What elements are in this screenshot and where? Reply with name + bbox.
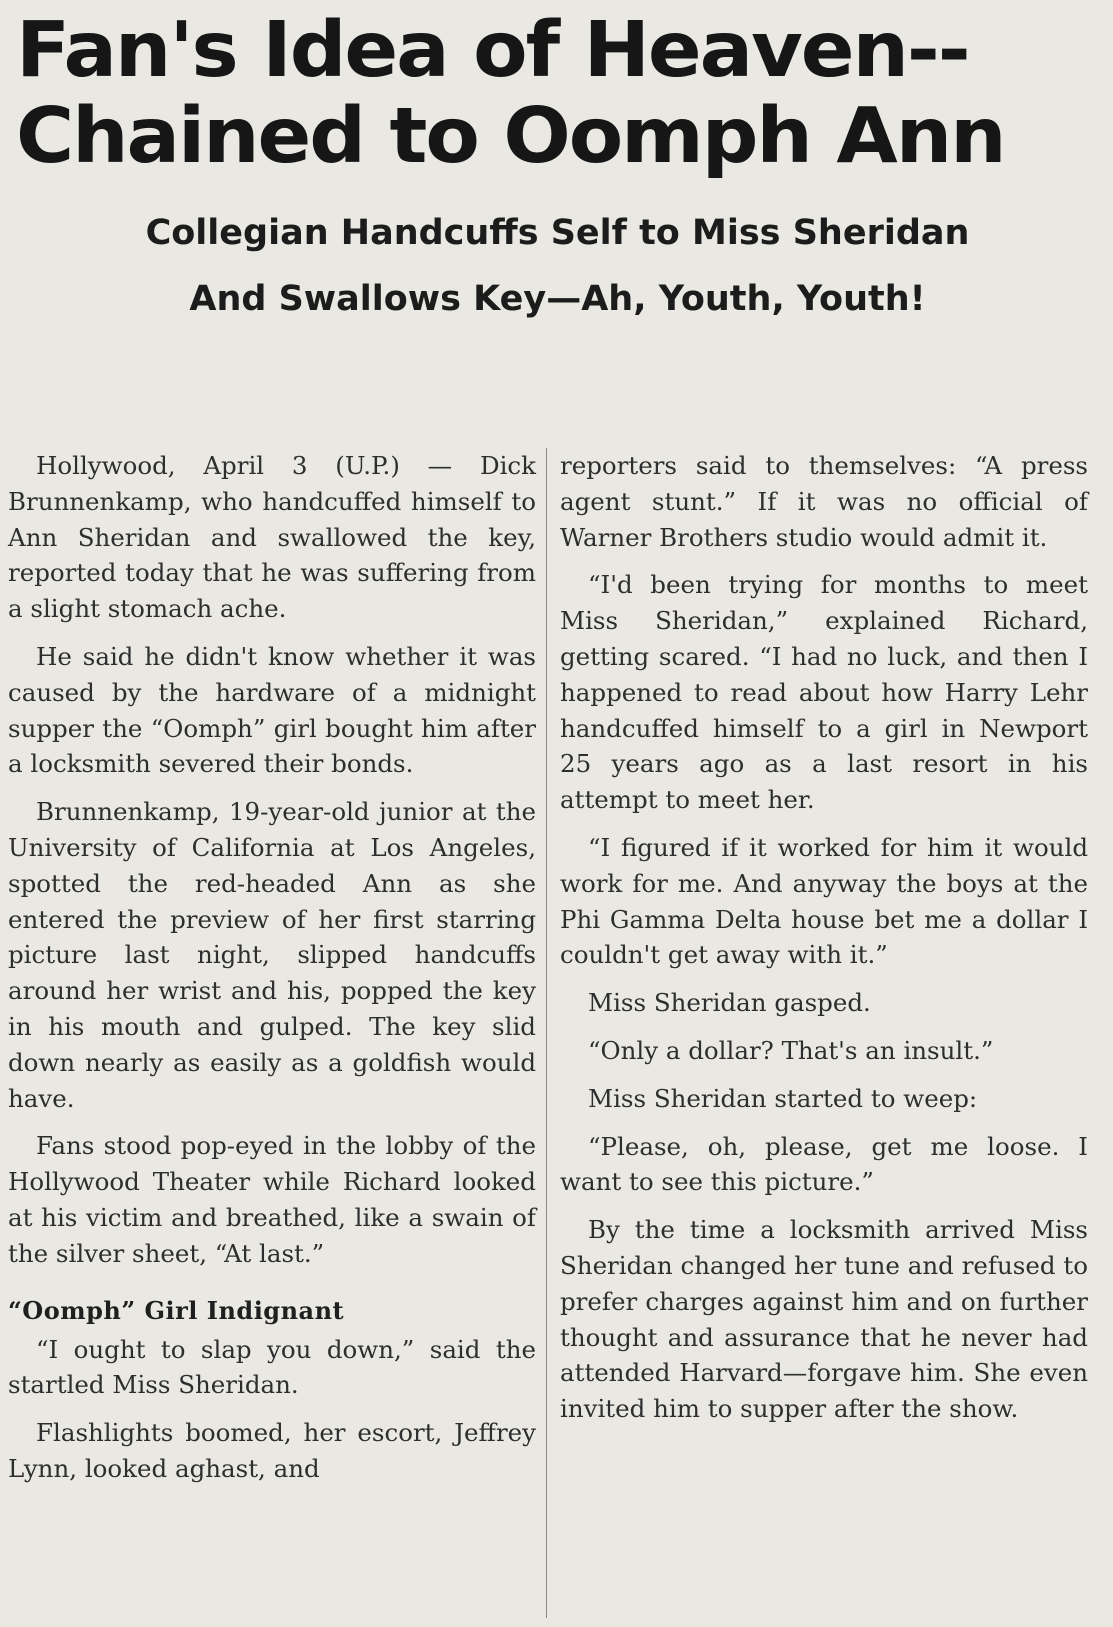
subheadline-line-2: And Swallows Key—Ah, Youth, Youth! [189, 279, 926, 319]
headline-line-2: Chained to Oomph Ann [16, 92, 1005, 181]
subheadline-line-1: Collegian Handcuffs Self to Miss Sheridan [145, 213, 970, 253]
paragraph: By the time a locksmith arrived Miss Sheridan changed her tune and refused to prefer charges against him and on further thought and assurance that he never had attended Harvard—forgave him. She even invited him to supper after the show. [560, 1215, 1088, 1424]
paragraph: Flashlights boomed, her escort, Jeffrey Lynn, looked aghast, and [8, 1418, 536, 1483]
paragraph: Fans stood pop-eyed in the lobby of the Hollywood Theater while Richard looked at his victim and breathed, like a swain of the silver sheet, “At last.” [8, 1131, 536, 1268]
headline-line-1: Fan's Idea of Heaven-- [16, 6, 969, 95]
paragraph: “I'd been trying for months to meet Miss Sheridan,” explained Richard, getting scared. “I had no luck, and then I happened to read about how Harry Lehr handcuffed himself to a girl in Newport 25 years ago as a last resort in his attempt to meet her. [560, 570, 1088, 815]
article-body [0, 448, 1113, 1627]
section-subhead: “Oomph” Girl Indignant [8, 1295, 345, 1325]
paragraph: Miss Sheridan gasped. [588, 988, 871, 1018]
paragraph: Hollywood, April 3 (U.P.) — Dick Brunnenkamp, who handcuffed himself to Ann Sheridan and swallowed the key, reported today that he was suffering from a slight stomach ache. [8, 451, 536, 624]
paragraph-continued: reporters said to themselves: “A press agent stunt.” If it was no official of Warner Brothers studio would admit it. [560, 451, 1088, 552]
paragraph: Miss Sheridan started to weep: [588, 1083, 978, 1113]
paragraph: “Only a dollar? That's an insult.” [588, 1035, 994, 1065]
paragraph: He said he didn't know whether it was caused by the hardware of a midnight supper the “Oomph” girl bought him after a locksmith severed their bonds. [8, 641, 536, 779]
paragraph: “Please, oh, please, get me loose. I want to see this picture.” [560, 1131, 1088, 1197]
subheadline [16, 200, 1099, 332]
headline [16, 8, 1113, 180]
paragraph: Brunnenkamp, 19-year-old junior at the University of California at Los Angeles, spotted the red-headed Ann as she entered the preview of her first starring picture last night, slipped handcuffs around her wrist and his, popped the key in his mouth and gulped. The key slid down nearly as easily as a goldfish would have. [8, 797, 536, 1113]
left-column [8, 448, 536, 1499]
right-column [560, 448, 1088, 1439]
paragraph: “I figured if it worked for him it would work for me. And anyway the boys at the Phi Gamma Delta house bet me a dollar I couldn't get away with it.” [560, 832, 1088, 970]
paragraph: “I ought to slap you down,” said the startled Miss Sheridan. [8, 1334, 536, 1400]
